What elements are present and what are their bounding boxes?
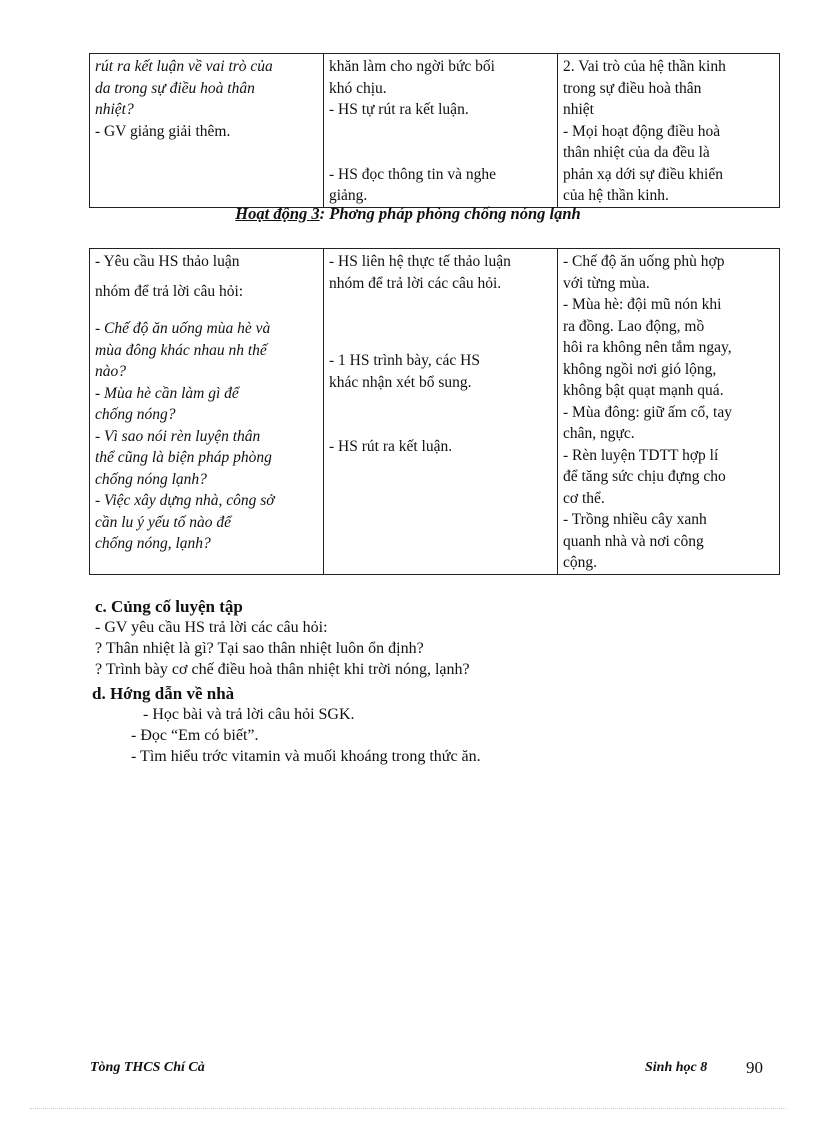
text-line: 2. Vai trò của hệ thần kinh: [563, 58, 726, 75]
section-review: [95, 596, 470, 680]
text-line: ra đồng. Lao động, mồ: [563, 317, 705, 335]
text-line: - Trồng nhiều cây xanh: [563, 511, 707, 528]
text-line: nhiệt: [563, 101, 594, 118]
text-line: khác nhận xét bổ sung.: [329, 373, 472, 391]
text-line: - 1 HS trình bày, các HS: [329, 352, 480, 369]
text-line: - Mùa đông: giữ ấm cổ, tay: [563, 403, 732, 421]
text-line: không bật quạt mạnh quá.: [563, 382, 724, 399]
text-line: nhóm để trả lời các câu hỏi.: [329, 274, 502, 292]
student-activity-cell: [324, 54, 558, 208]
divider: [30, 1108, 786, 1109]
text-line: chống nóng lạnh?: [95, 470, 207, 488]
text-line: rút ra kết luận về vai trò của: [95, 58, 273, 75]
text-line: với từng mùa.: [563, 274, 650, 292]
text-line: - Chế độ ăn uống mùa hè và: [95, 320, 271, 337]
text-line: - HS liên hệ thực tế thảo luận: [329, 253, 511, 270]
text-line: - Học bài và trả lời câu hỏi SGK.: [143, 706, 355, 723]
text-line: - Yêu cầu HS thảo luận: [95, 253, 240, 270]
section-homework-title: d. Hớng dẫn về nhà: [92, 684, 235, 703]
text-line: - HS rút ra kết luận.: [329, 438, 453, 455]
text-line: - Vì sao nói rèn luyện thân: [95, 427, 261, 445]
text-line: nhiệt?: [95, 101, 134, 118]
text-line: để tăng sức chịu đựng cho: [563, 468, 726, 485]
student-activity-cell: [324, 249, 558, 575]
text-line: - Việc xây dựng nhà, công sở: [95, 492, 275, 509]
text-line: cần lu ý yếu tố nào để: [95, 513, 232, 531]
text-line: - Mùa hè: đội mũ nón khi: [563, 296, 722, 313]
text-line: thân nhiệt của da đều là: [563, 144, 710, 161]
text-line: cơ thể.: [563, 489, 605, 507]
text-line: mùa đông khác nhau nh thế: [95, 341, 267, 359]
table-activity3: [89, 248, 780, 575]
teacher-activity-cell: [90, 54, 324, 208]
table-row: [90, 249, 780, 575]
activity3-heading: [0, 204, 816, 224]
table-row: [90, 54, 780, 208]
content-cell: [558, 249, 780, 575]
text-line: - Chế độ ăn uống phù hợp: [563, 253, 725, 270]
text-line: giảng.: [329, 187, 368, 204]
text-line: - Mùa hè cần làm gì để: [95, 384, 239, 402]
content-cell: [558, 54, 780, 208]
text-line: trong sự điều hoà thân: [563, 79, 702, 97]
text-line: chống nóng, lạnh?: [95, 535, 211, 552]
text-line: - Mọi hoạt động điều hoà: [563, 122, 721, 140]
text-line: cộng.: [563, 554, 598, 571]
text-line: da trong sự điều hoà thân: [95, 79, 255, 97]
text-line: nào?: [95, 363, 126, 380]
text-line: không ngồi nơi gió lộng,: [563, 360, 717, 378]
text-line: - Đọc “Em có biết”.: [131, 727, 259, 744]
text-line: ? Trình bày cơ chế điều hoà thân nhiệt khi trời nóng, lạnh?: [95, 661, 470, 678]
section-review-title: c. Củng cố luyện tập: [95, 597, 243, 616]
footer-subject: Sinh học 8: [645, 1060, 708, 1075]
text-line: - HS đọc thông tin và nghe: [329, 165, 497, 183]
text-line: ? Thân nhiệt là gì? Tại sao thân nhiệt luôn ổn định?: [95, 640, 424, 657]
text-line: hôi ra không nên tắm ngay,: [563, 339, 732, 356]
text-line: - GV yêu cầu HS trả lời các câu hỏi:: [95, 619, 328, 636]
footer-school: Tòng THCS Chí Cà: [90, 1060, 205, 1075]
section-homework: [92, 683, 481, 767]
text-line: khăn làm cho ngời bức bối: [329, 58, 495, 75]
text-line: chân, ngực.: [563, 425, 635, 442]
text-line: - GV giảng giải thêm.: [95, 122, 231, 140]
text-line: thể cũng là biện pháp phòng: [95, 449, 272, 466]
text-line: chống nóng?: [95, 406, 176, 423]
activity3-title: : Phơng pháp phòng chống nóng lạnh: [319, 204, 581, 223]
text-line: - HS tự rút ra kết luận.: [329, 101, 469, 118]
activity3-label: Hoạt động 3: [235, 204, 320, 223]
text-line: quanh nhà và nơi công: [563, 532, 704, 550]
teacher-activity-cell: [90, 249, 324, 575]
table-activity2-continued: [89, 53, 780, 208]
page-number: 90: [746, 1058, 763, 1077]
text-line: phản xạ dới sự điều khiển: [563, 165, 723, 183]
text-line: - Rèn luyện TDTT hợp lí: [563, 446, 719, 464]
text-line: - Tìm hiểu trớc vitamin và muối khoáng trong thức ăn.: [131, 748, 481, 765]
text-line: khó chịu.: [329, 79, 387, 97]
text-line: của hệ thần kinh.: [563, 187, 669, 204]
text-line: nhóm để trả lời câu hỏi:: [95, 282, 244, 300]
